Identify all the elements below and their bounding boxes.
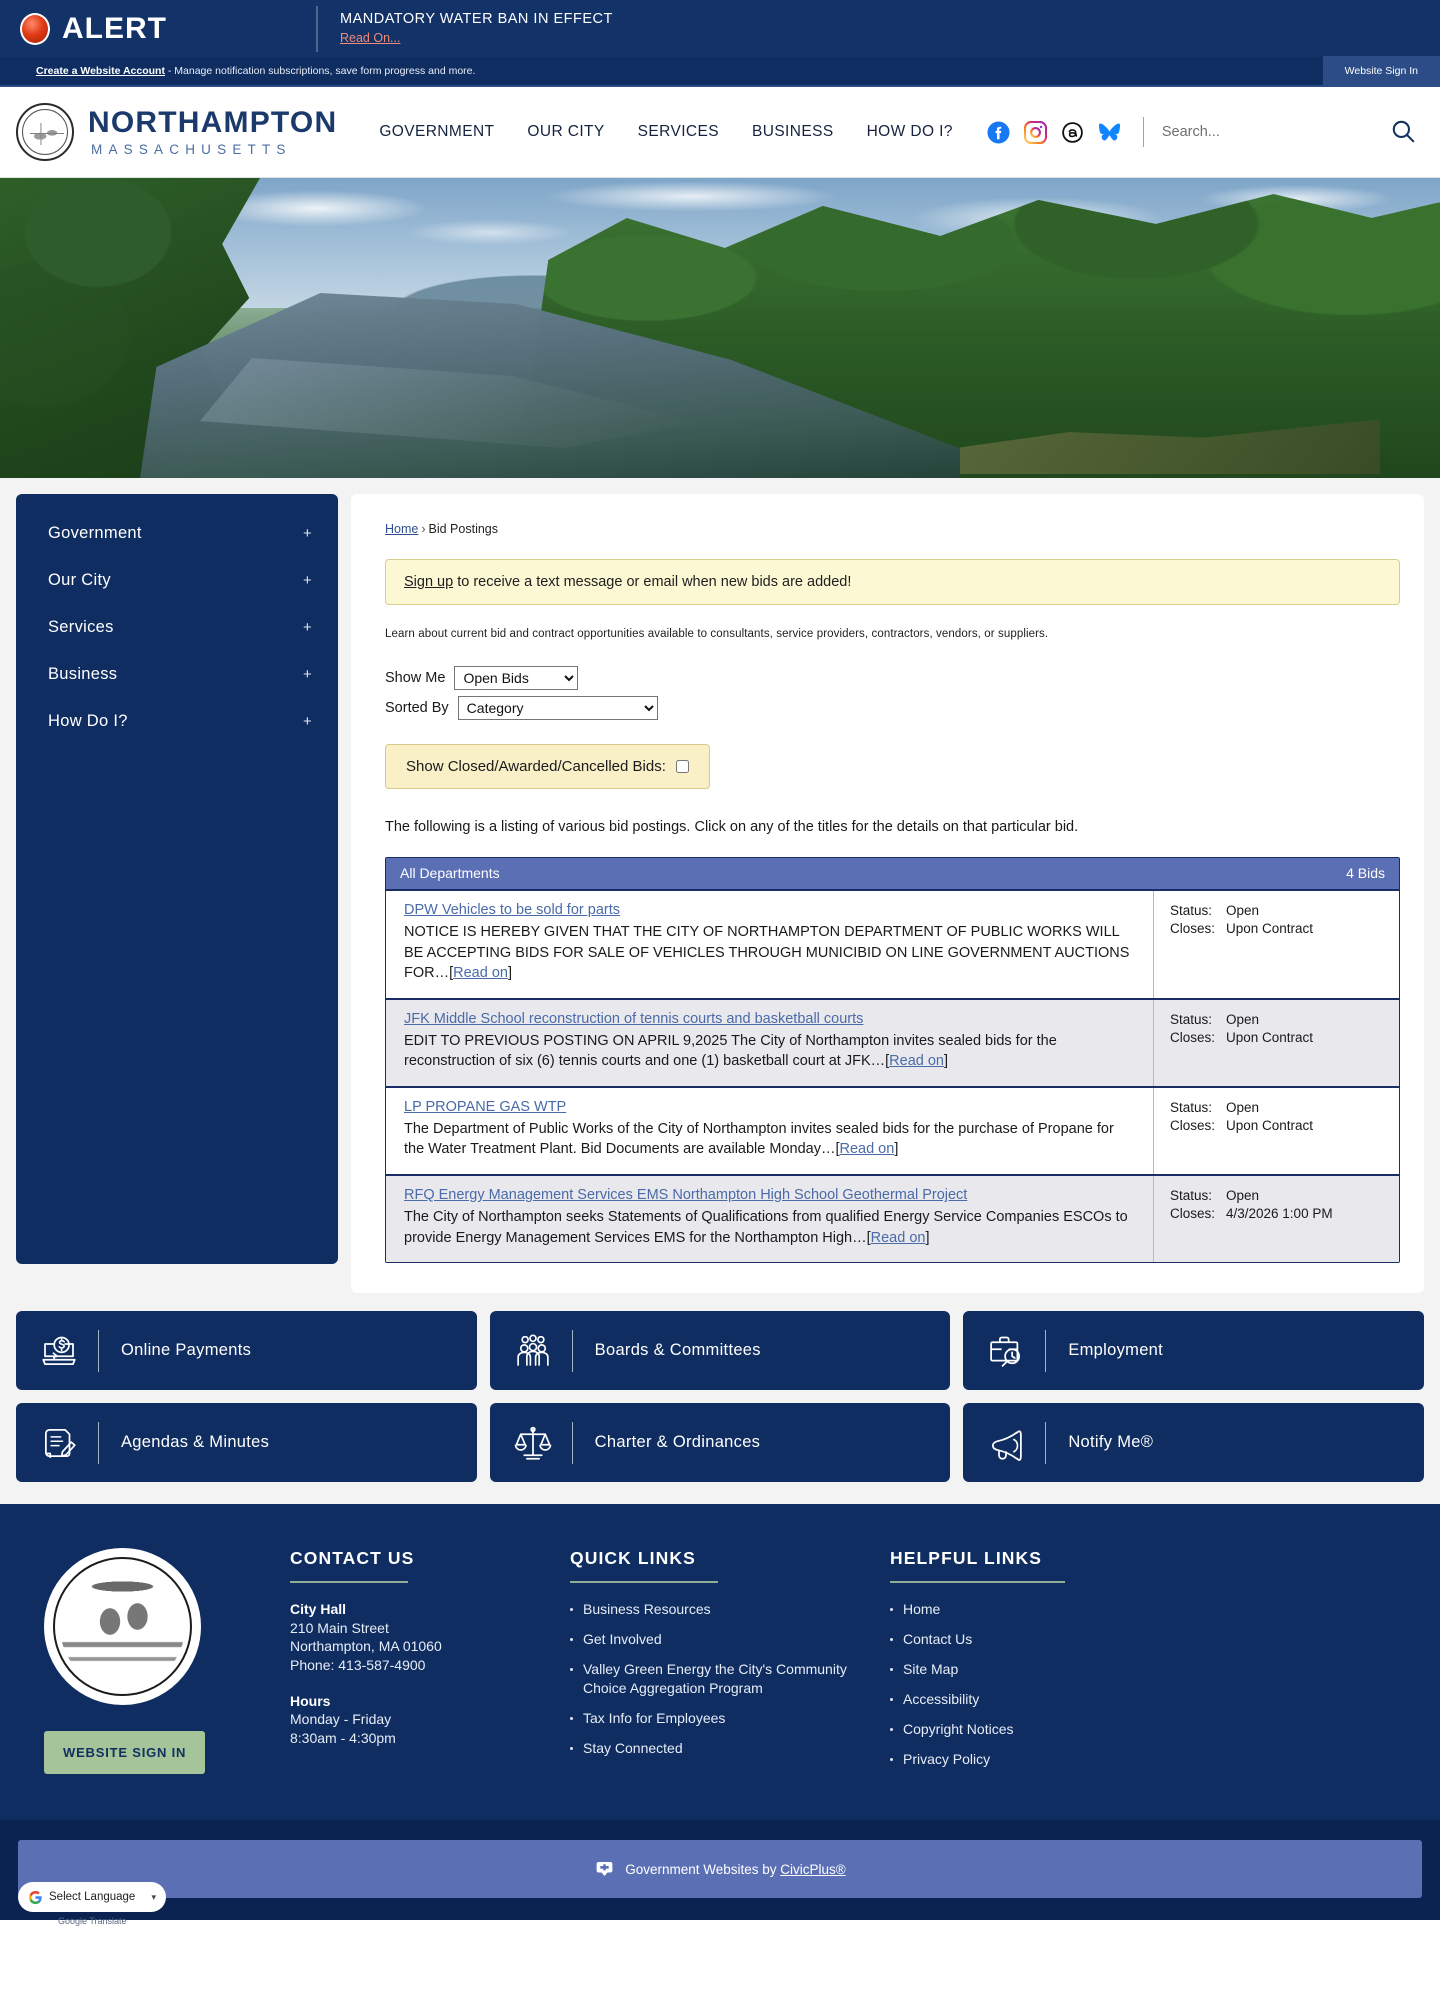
helpful-links-rule xyxy=(890,1581,1065,1583)
list-item[interactable]: Stay Connected xyxy=(570,1739,860,1758)
bid-closes-line xyxy=(1170,1030,1389,1045)
nav-item-how-do-i[interactable]: HOW DO I? xyxy=(866,123,953,140)
bottom-bar xyxy=(0,1820,1440,1927)
table-header-count: 4 Bids xyxy=(1346,865,1385,881)
footer-quick-links-column xyxy=(570,1548,890,1780)
briefcase-search-icon xyxy=(985,1330,1027,1372)
tile-online-payments[interactable] xyxy=(16,1311,477,1390)
nav-item-services[interactable]: SERVICES xyxy=(637,123,719,140)
contact-phone: Phone: 413-587-4900 xyxy=(290,1657,426,1674)
list-item[interactable]: Business Resources xyxy=(570,1600,860,1619)
table-row[interactable] xyxy=(386,891,1399,1000)
nav-item-business[interactable]: BUSINESS xyxy=(751,123,834,140)
quick-links-rule xyxy=(570,1581,718,1583)
closes-value: 4/3/2026 1:00 PM xyxy=(1226,1206,1333,1222)
sidebar-item-services[interactable] xyxy=(16,604,338,651)
bluesky-link[interactable] xyxy=(1098,121,1121,144)
threads-link[interactable] xyxy=(1061,121,1084,144)
table-row[interactable] xyxy=(386,1088,1399,1176)
expand-icon[interactable]: + xyxy=(302,525,312,542)
expand-icon[interactable]: + xyxy=(302,713,312,730)
bid-title-link[interactable]: JFK Middle School reconstruction of tennis courts and basketball courts xyxy=(404,1010,864,1027)
read-on-link[interactable]: Read on xyxy=(870,1229,926,1246)
contact-address1: 210 Main Street xyxy=(290,1619,389,1636)
bid-description-text: The Department of Public Works of the City of Northampton invites sealed bids for the purchase of Propane for the Water Treatment Plant. Bid Documents are available Monday… xyxy=(404,1120,1114,1158)
document-pencil-icon xyxy=(38,1422,80,1464)
sidebar-item-label: Business xyxy=(48,665,118,683)
quick-link-tiles xyxy=(0,1311,1440,1504)
create-account-text xyxy=(36,65,475,77)
people-group-icon xyxy=(512,1330,554,1372)
bluesky-icon xyxy=(1098,121,1121,144)
sorted-by-row xyxy=(385,696,1400,720)
bid-status-line xyxy=(1170,903,1389,918)
status-value: Open xyxy=(1226,1099,1260,1115)
tile-divider xyxy=(98,1330,99,1372)
google-translate-widget[interactable] xyxy=(18,1882,166,1912)
civicplus-prefix: Government Websites by xyxy=(625,1861,781,1877)
contact-address2: Northampton, MA 01060 xyxy=(290,1638,442,1655)
search-icon xyxy=(1390,118,1416,144)
footer-seal-column xyxy=(0,1548,290,1780)
instagram-link[interactable] xyxy=(1024,121,1047,144)
read-on-bracket-close: ] xyxy=(894,1141,899,1158)
online-payment-icon xyxy=(38,1330,80,1372)
list-item[interactable]: Copyright Notices xyxy=(890,1720,1160,1739)
status-value: Open xyxy=(1226,1011,1260,1027)
city-seal-icon xyxy=(16,103,74,161)
signup-banner xyxy=(385,559,1400,605)
scales-of-justice-icon xyxy=(512,1422,554,1464)
helpful-links-heading: HELPFUL LINKS xyxy=(890,1548,1043,1569)
read-on-link[interactable]: Read on xyxy=(839,1141,895,1158)
bid-closes-line xyxy=(1170,1206,1389,1221)
read-on-bracket-open: [ xyxy=(885,1053,890,1070)
read-on-bracket-open: [ xyxy=(835,1141,840,1158)
sidebar-item-label: Our City xyxy=(48,571,111,589)
sidebar-item-how-do-i[interactable] xyxy=(16,698,338,745)
table-header-department: All Departments xyxy=(400,865,500,881)
contact-place: City Hall xyxy=(290,1601,347,1618)
tile-divider xyxy=(98,1422,99,1464)
read-on-link[interactable]: Read on xyxy=(453,965,508,982)
city-seal-icon xyxy=(44,1548,201,1705)
footer-contact-column xyxy=(290,1548,570,1780)
contact-hours-days: Monday - Friday xyxy=(290,1711,392,1728)
lead-paragraph: Learn about current bid and contract opportunities available to consultants, service providers, contractors, vendors, or suppliers. xyxy=(385,628,1049,640)
contact-hours-heading: Hours xyxy=(290,1692,331,1709)
closes-key: Closes: xyxy=(1170,1117,1216,1133)
alert-badge xyxy=(20,13,316,45)
table-header xyxy=(386,858,1399,891)
breadcrumb-home-link[interactable]: Home xyxy=(385,522,419,536)
bid-meta-cell xyxy=(1153,1176,1399,1262)
tile-divider xyxy=(572,1422,573,1464)
show-me-label: Show Me xyxy=(385,670,446,686)
bid-main-cell xyxy=(386,1088,1153,1174)
expand-icon[interactable]: + xyxy=(302,666,312,683)
contact-hours-time: 8:30am - 4:30pm xyxy=(290,1729,396,1746)
alert-message-title: MANDATORY WATER BAN IN EFFECT xyxy=(340,10,613,27)
tile-notify-me[interactable] xyxy=(963,1403,1424,1482)
closes-key: Closes: xyxy=(1170,921,1216,936)
nav-item-government[interactable]: GOVERNMENT xyxy=(379,123,495,140)
instagram-icon xyxy=(1024,121,1047,144)
tile-divider xyxy=(1045,1330,1046,1372)
tile-divider xyxy=(1045,1422,1046,1464)
list-item[interactable]: Accessibility xyxy=(890,1690,1160,1709)
alert-message xyxy=(340,10,613,48)
tile-label: Boards & Committees xyxy=(594,1341,761,1360)
signup-link[interactable]: Sign up xyxy=(404,574,454,590)
social-links xyxy=(987,121,1121,144)
footer-website-sign-in-button[interactable]: WEBSITE SIGN IN xyxy=(44,1731,205,1774)
status-key: Status: xyxy=(1170,1099,1213,1115)
sidebar-item-government[interactable] xyxy=(16,510,338,557)
sorted-by-select[interactable] xyxy=(458,696,658,720)
closes-value: Upon Contract xyxy=(1226,1117,1314,1133)
main-content xyxy=(351,494,1424,1293)
read-on-bracket-close: ] xyxy=(944,1053,949,1070)
footer-helpful-links-column xyxy=(890,1548,1190,1780)
sidebar-navigation xyxy=(16,494,338,1264)
closes-value: Upon Contract xyxy=(1226,921,1314,936)
tile-label: Employment xyxy=(1068,1341,1164,1360)
read-on-bracket-open: [ xyxy=(866,1229,871,1246)
closes-key: Closes: xyxy=(1170,1029,1216,1045)
bid-main-cell xyxy=(386,1176,1153,1262)
bid-meta-cell xyxy=(1153,1088,1399,1174)
sorted-by-label: Sorted By xyxy=(385,700,449,716)
list-item[interactable]: Site Map xyxy=(890,1660,1160,1679)
tile-divider xyxy=(572,1330,573,1372)
bid-description xyxy=(404,1119,1137,1160)
expand-icon[interactable]: + xyxy=(302,619,312,636)
main-navigation xyxy=(379,123,953,141)
contact-spacer xyxy=(290,1675,540,1692)
alert-badge-label: ALERT xyxy=(62,11,167,45)
breadcrumb-separator: › xyxy=(421,522,426,536)
show-closed-bids-label: Show Closed/Awarded/Cancelled Bids: xyxy=(406,758,666,775)
header-divider xyxy=(1143,117,1144,147)
logo-state-name: MASSACHUSETTS xyxy=(91,141,292,157)
google-translate-credit: Google Translate xyxy=(58,1916,127,1927)
bid-title-link[interactable]: DPW Vehicles to be sold for parts xyxy=(404,902,620,918)
tile-label: Agendas & Minutes xyxy=(121,1433,270,1452)
civicplus-bar xyxy=(18,1840,1422,1898)
helpful-links-list xyxy=(890,1600,1160,1769)
bid-description xyxy=(404,1031,1137,1072)
expand-icon[interactable]: + xyxy=(302,572,312,589)
read-on-link[interactable]: Read on xyxy=(889,1053,944,1070)
bid-main-cell xyxy=(386,1000,1153,1086)
create-account-link[interactable]: Create a Website Account xyxy=(36,65,165,77)
closes-value: Upon Contract xyxy=(1226,1029,1314,1045)
bid-meta-cell xyxy=(1153,891,1399,998)
site-footer xyxy=(0,1504,1440,1820)
status-key: Status: xyxy=(1170,1188,1213,1204)
sidebar-item-our-city[interactable] xyxy=(16,557,338,604)
alert-circle-icon xyxy=(20,13,50,45)
contact-rule xyxy=(290,1581,408,1583)
sidebar-item-label: Services xyxy=(48,618,114,636)
tile-label: Charter & Ordinances xyxy=(594,1433,761,1452)
alert-bar xyxy=(0,0,1440,57)
bid-main-cell xyxy=(386,891,1153,998)
closes-key: Closes: xyxy=(1170,1206,1216,1222)
civicplus-logo-icon xyxy=(594,1860,615,1878)
table-row[interactable] xyxy=(386,1176,1399,1262)
bid-description-text: The City of Northampton seeks Statements of Qualifications from qualified Energy Service Companies ESCOs to provide Energy Management Services EMS for the Northampton High… xyxy=(404,1209,1128,1246)
bid-closes-line xyxy=(1170,921,1389,936)
read-on-bracket-close: ] xyxy=(507,965,512,982)
breadcrumb-current: Bid Postings xyxy=(428,522,498,536)
quick-links-heading: QUICK LINKS xyxy=(570,1548,696,1569)
signup-banner-text: to receive a text message or email when new bids are added! xyxy=(453,574,852,590)
status-key: Status: xyxy=(1170,903,1213,918)
megaphone-icon xyxy=(985,1422,1027,1464)
tile-employment[interactable] xyxy=(963,1311,1424,1390)
sidebar-item-label: Government xyxy=(48,524,142,542)
search-button[interactable] xyxy=(1388,118,1418,147)
search-input[interactable] xyxy=(1162,124,1362,140)
list-item[interactable]: Tax Info for Employees xyxy=(570,1709,860,1728)
facebook-icon xyxy=(987,121,1010,144)
bid-filters xyxy=(385,666,1400,720)
alert-divider xyxy=(316,6,318,52)
create-account-rest: - Manage notification subscriptions, save form progress and more. xyxy=(164,65,476,77)
tile-boards-committees[interactable] xyxy=(490,1311,951,1390)
table-row[interactable] xyxy=(386,1000,1399,1088)
civicplus-text xyxy=(625,1862,846,1877)
website-sign-in-button[interactable]: Website Sign In xyxy=(1323,56,1440,86)
quick-links-list xyxy=(570,1600,860,1758)
bid-description-text: EDIT TO PREVIOUS POSTING ON APRIL 9,2025 The City of Northampton invites sealed bids for the reconstruction of six (6) tennis courts and one (1) basketball court at JFK… xyxy=(404,1032,1057,1070)
status-value: Open xyxy=(1226,903,1260,918)
nav-item-our-city[interactable]: OUR CITY xyxy=(527,123,605,140)
site-header xyxy=(0,87,1440,178)
show-me-row xyxy=(385,666,1400,690)
google-g-icon xyxy=(28,1890,43,1905)
bid-status-line xyxy=(1170,1100,1389,1115)
civicplus-link[interactable]: CivicPlus® xyxy=(780,1861,846,1877)
show-closed-bids-box xyxy=(385,744,710,789)
tile-charter-ordinances[interactable] xyxy=(490,1403,951,1482)
list-item[interactable]: Privacy Policy xyxy=(890,1750,1160,1769)
list-item[interactable]: Contact Us xyxy=(890,1630,1160,1649)
listing-instructions: The following is a listing of various bid postings. Click on any of the titles for the details on that particular bid. xyxy=(385,819,1079,835)
list-item[interactable]: Valley Green Energy the City's Community Choice Aggregation Program xyxy=(570,1660,860,1698)
tile-label: Notify Me® xyxy=(1068,1433,1154,1452)
threads-icon xyxy=(1061,121,1084,144)
read-on-bracket-open: [ xyxy=(449,965,454,982)
tile-label: Online Payments xyxy=(121,1341,252,1360)
alert-read-on-link[interactable]: Read On... xyxy=(340,31,401,46)
logo-city-name: NORTHAMPTON xyxy=(88,105,338,139)
bid-title-link[interactable]: LP PROPANE GAS WTP xyxy=(404,1098,567,1115)
sidebar-item-label: How Do I? xyxy=(48,712,128,730)
bid-description xyxy=(404,922,1137,984)
translate-selected-language: Select Language xyxy=(49,1891,136,1904)
status-key: Status: xyxy=(1170,1011,1213,1027)
chevron-down-icon[interactable]: ▾ xyxy=(151,1891,156,1902)
tile-agendas-minutes[interactable] xyxy=(16,1403,477,1482)
bid-description xyxy=(404,1207,1137,1248)
show-closed-bids-checkbox[interactable] xyxy=(676,760,689,773)
list-item[interactable]: Get Involved xyxy=(570,1630,860,1649)
read-on-bracket-close: ] xyxy=(925,1229,930,1246)
bid-title-link[interactable]: RFQ Energy Management Services EMS Northampton High School Geothermal Project xyxy=(404,1187,968,1204)
show-me-select[interactable] xyxy=(454,666,578,690)
sidebar-item-business[interactable] xyxy=(16,651,338,698)
bid-postings-table xyxy=(385,857,1400,1263)
site-logo-link[interactable] xyxy=(88,105,338,157)
bid-status-line xyxy=(1170,1188,1389,1203)
bid-closes-line xyxy=(1170,1118,1389,1133)
facebook-link[interactable] xyxy=(987,121,1010,144)
breadcrumb xyxy=(375,514,1400,536)
list-item[interactable]: Home xyxy=(890,1600,1160,1619)
bid-meta-cell xyxy=(1153,1000,1399,1086)
bid-status-line xyxy=(1170,1012,1389,1027)
status-value: Open xyxy=(1226,1188,1260,1204)
search-area xyxy=(1162,118,1418,147)
contact-heading: CONTACT US xyxy=(290,1548,415,1569)
account-strip xyxy=(0,57,1440,87)
hero-banner-image xyxy=(0,178,1440,478)
bid-description-text: NOTICE IS HEREBY GIVEN THAT THE CITY OF NORTHAMPTON DEPARTMENT OF PUBLIC WORKS WILL BE ACCEPTING BIDS FOR SALE OF VEHICLES THROUGH MUNICIBID ON LINE GOVERNMENT AUCTIONS FOR… xyxy=(404,924,1130,982)
page-body xyxy=(0,478,1440,1311)
